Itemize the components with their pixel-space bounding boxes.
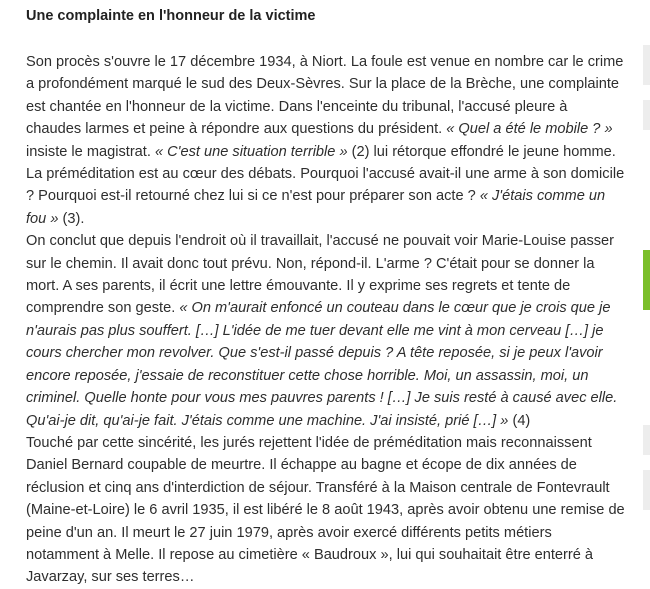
sidebar-shade: [643, 425, 650, 455]
paragraph-1: Son procès s'ouvre le 17 décembre 1934, à Niort. La foule est venue en nombre car le crime a profondément marqué le sud des Deux-Sèvres. Sur la place de la Brèche, une complainte est chantée en l'honneur de la victime. Dans l'enceinte du tribunal, l'accusé pleure à chaudes larmes et peine à répondre aux questions du président. « Quel a été le mobile ? » insiste le magistrat. « C'est une situation terrible » (2) lui rétorque effondré le jeune homme. La préméditation est au cœur des débats. Pourquoi l'accusé avait-il une arme à son domicile ? Pourquoi est-il retourné chez lui si ce n'est pour préparer son acte ? « J'étais comme un fou » (3).: [26, 54, 625, 227]
quote-text: « C'est une situation terrible »: [154, 143, 348, 160]
sidebar-accent-bar: [643, 250, 650, 310]
article: [26, 0, 626, 589]
sidebar-shade: [643, 470, 650, 510]
article-heading: Une complainte en l'honneur de la victime: [26, 8, 316, 24]
quote-text: « Quel a été le mobile ? »: [446, 121, 613, 138]
paragraph-3: Touché par cette sincérité, les jurés rejettent l'idée de préméditation mais reconnaissent Daniel Bernard coupable de meurtre. Il échappe au bagne et écope de dix années de réclusion et cinq ans d'interdiction de séjour. Transféré à la Maison centrale de Fontevrault (Maine-et-Loire) le 6 avril 1935, il est libéré le 8 août 1943, après avoir obtenu une remise de peine d'un an. Il meurt le 27 juin 1979, après avoir exercé différents petits métiers notamment à Melle. Il repose au cimetière « Baudroux », lui qui souhaitait être enterré à Javarzay, sur ses terres…: [26, 434, 625, 586]
paragraph-2: On conclut que depuis l'endroit où il travaillait, l'accusé ne pouvait voir Marie-Louise passer sur le chemin. Il avait donc tout prévu. Non, répond-il. L'arme ? C'était pour se donner la mort. A ses parents, il écrit une lettre émouvante. Il y exprime ses regrets et tente de comprendre son geste. « On m'aurait enfoncé un couteau dans le cœur que je crois que je n'aurais pas plus souffert. […] L'idée de me tuer devant elle me vint à mon cerveau […] je cours chercher mon revolver. Que s'est-il passé depuis ? A tête reposée, si je peux l'avoir encore reposée, j'essaie de reconstituer cette chose horrible. Moi, un assassin, moi, un criminel. Quelle honte pour vous mes pauvres parents ! […] Je suis resté à causé avec elle. Qu'ai-je dit, qu'ai-je fait. J'étais comme une machine. J'ai insisté, prié […] » (4): [26, 233, 618, 429]
sidebar-edge: [643, 0, 650, 589]
quote-text: « J'étais comme un fou »: [26, 188, 606, 227]
sidebar-shade: [643, 45, 650, 85]
sidebar-shade: [643, 100, 650, 130]
quote-text: « On m'aurait enfoncé un couteau dans le cœur que je crois que je n'aurais pas plus souffert. […] L'idée de me tuer devant elle me vint à mon cerveau […] je cours chercher mon revolver. Que s'est-il passé depuis ? A tête reposée, si je peux l'avoir encore reposée, j'essaie de reconstituer cette chose horrible. Moi, un assassin, moi, un criminel. Quelle honte pour vous mes pauvres parents ! […] Je suis resté à causé avec elle. Qu'ai-je dit, qu'ai-je fait. J'étais comme une machine. J'ai insisté, prié […] »: [26, 300, 618, 429]
